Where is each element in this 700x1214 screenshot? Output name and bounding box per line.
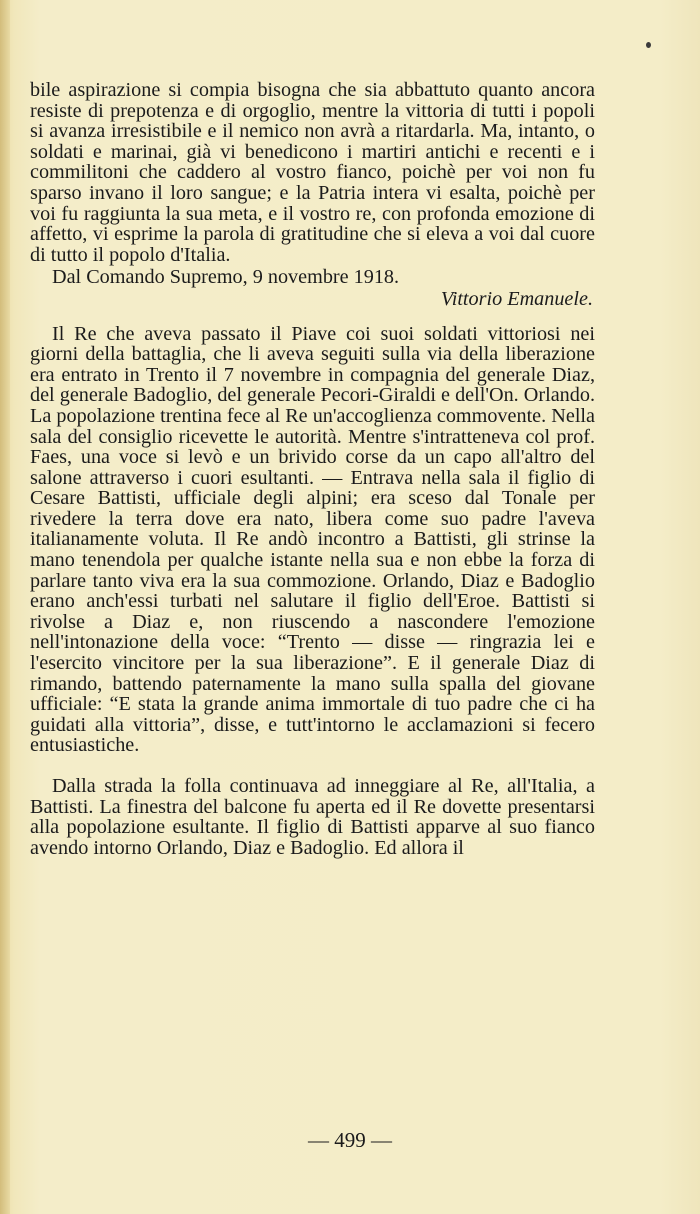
paragraph-continuation: bile aspirazione si compia bisogna che sia abbattuto quanto ancora resiste di prepotenza e di orgoglio, mentre la vittoria di tutti i popoli si avanza irresistibile e il nemico non avrà a ritardarla. Ma, intanto, o soldati e marinai, già vi benedicono i martiri antichi e recenti e i commilitoni che caddero al vostro fianco, poichè per voi non fu sparso invano il loro sangue; e la Patria intera vi esalta, poichè per voi fu raggiunta la sua meta, e il vostro re, con profonda emozione di affetto, vi esprime la parola di gratitudine che si eleva a voi dal cuore di tutto il popolo d'Italia.: [30, 79, 595, 266]
paragraph-balcony: Dalla strada la folla continuava ad inneggiare al Re, all'Italia, a Battisti. La finestra del balcone fu aperta ed il Re dovette presentarsi alla popolazione esultante. Il figlio di Battisti apparve al suo fianco avendo intorno Orlando, Diaz e Badoglio. Ed allora il: [30, 775, 595, 859]
ink-speck: [646, 42, 651, 48]
page-left-edge: [0, 0, 10, 1214]
page-text: [30, 80, 595, 858]
paragraph-trento-visit: Il Re che aveva passato il Piave coi suoi soldati vittoriosi nei giorni della battaglia, che li aveva seguiti sulla via della liberazione era entrato in Trento il 7 novembre in compagnia del generale Diaz, del generale Badoglio, del generale Pecori-Giraldi e dell'On. Orlando. La popolazione trentina fece al Re un'accoglienza commovente. Nella sala del consiglio ricevette le autorità. Mentre s'intratteneva col prof. Faes, una voce si levò e un brivido corse da un capo all'altro del salone attraverso i cuori esultanti. — Entrava nella sala il figlio di Cesare Battisti, ufficiale degli alpini; era sceso dal Tonale per rivedere la terra dove era nato, libera come suo padre l'aveva italianamente voluta. Il Re andò incontro a Battisti, gli strinse la mano tenendola per qualche istante nella sua e non ebbe la forza di parlare tanto viva era la sua commozione. Orlando, Diaz e Badoglio erano anch'essi turbati nel salutare il figlio dell'Eroe. Battisti si rivolse a Diaz e, non riuscendo a nascondere l'emozione nell'intonazione della voce: “Trento — disse — ringrazia lei e l'esercito vincitore per la sua liberazione”. E il generale Diaz di rimando, battendo paternamente la mano sulla spalla del giovane ufficiale: “E stata la grande anima immortale di tuo padre che ci ha guidati alla vittoria”, disse, e tutt'intorno le acclamazioni si fecero entusiastiche.: [30, 322, 595, 757]
page-number: — 499 —: [308, 1128, 392, 1152]
dateline: Dal Comando Supremo, 9 novembre 1918.: [52, 266, 400, 289]
signature: Vittorio Emanuele.: [440, 287, 593, 310]
